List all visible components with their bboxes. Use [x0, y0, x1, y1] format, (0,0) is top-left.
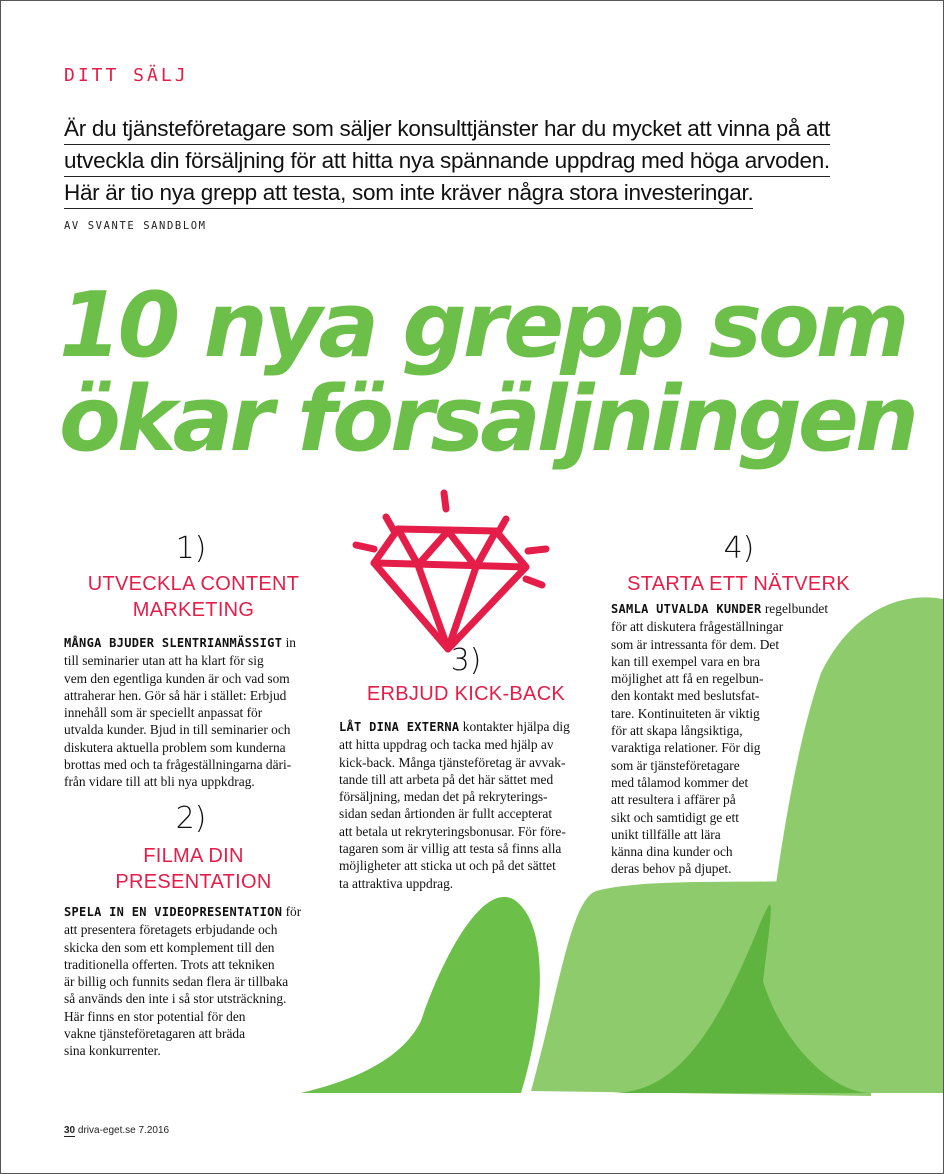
item-3-heading-line-1: ERBJUD KICK-BACK: [366, 683, 566, 705]
headline-line-2: ökar försäljningen: [59, 367, 916, 472]
item-2-body: SPELA IN EN VIDEOPRESENTATION för att presentera företagets erbjudande och skicka den som ett komplement till den traditionella offerten. Trots att tekniken är billig och funnits sedan flera är tillbaka så används den inte i så stor utsträckning. Här finns en stor potential för den vakne tjänsteföretagaren att bräda sina konkurrenter.: [64, 904, 302, 1059]
footer-site-issue: driva-eget.se 7.2016: [75, 1125, 170, 1136]
intro-line-2: utveckla din försäljning för att hitta nya spännande uppdrag med höga arvoden.: [64, 145, 830, 177]
item-3-heading: [336, 681, 596, 707]
item-4-heading: [611, 571, 866, 597]
item-2-number: 2): [175, 801, 207, 836]
item-1-heading-line-2: MARKETING: [132, 599, 255, 621]
headline-line-1: 10 nya grepp som: [59, 273, 906, 378]
section-label: DITT SÄLJ: [64, 65, 189, 86]
intro-line-1: Är du tjänsteföretagare som säljer konsulttjänster har du mycket att vinna på att: [64, 113, 830, 145]
item-3-lead: LÅT DINA EXTERNA: [339, 720, 460, 734]
item-4-heading-line-1: STARTA ETT NÄTVERK: [627, 573, 850, 595]
intro-paragraph: [64, 113, 864, 209]
item-2-heading: [61, 843, 326, 895]
page-footer: [64, 1125, 169, 1136]
page-number: 30: [64, 1125, 76, 1136]
item-1-heading: [61, 571, 326, 623]
item-4-number: 4): [723, 531, 755, 566]
intro-line-3: Här är tio nya grepp att testa, som inte kräver några stora investeringar.: [64, 177, 753, 209]
headline: [59, 273, 916, 472]
item-1-lead: MÅNGA BJUDER SLENTRIANMÄSSIGT: [64, 636, 283, 650]
item-1-number: 1): [175, 531, 207, 566]
item-2-heading-line-1: FILMA DIN: [143, 845, 244, 867]
item-1-body: MÅNGA BJUDER SLENTRIANMÄSSIGT in till seminarier utan att ha klart för sig vem den egentliga kunden är och vad som attraherar hen. Gör så här i stället: Erbjud innehåll som är speciellt anpassat för utvalda kunder. Bjud in till seminarier och diskutera aktuella problem som kunderna brottas med och ta frågeställningarna däri- från vidare till att bli nya uppkdrag.: [64, 635, 296, 790]
item-2-lead: SPELA IN EN VIDEOPRESENTATION: [64, 905, 283, 919]
item-4-lead: SAMLA UTVALDA KUNDER: [611, 602, 762, 616]
item-1-heading-line-1: UTVECKLA CONTENT: [87, 573, 300, 595]
item-4-body: SAMLA UTVALDA KUNDER regelbundet för att diskutera frågeställningar som är intressanta för dem. Det kan till exempel vara en bra möjlighet att få en regelbun- den kontakt med beslutsfat- tare. Kontinuiteten är viktig för att skapa långsiktiga, varaktiga relationer. För dig som är tjänsteföretagare med tålamod kommer det att resultera i affärer på sikt och samtidigt ge ett unikt tillfälle att lära känna dina kunder och deras behov på djupet.: [611, 601, 829, 877]
item-3-body: LÅT DINA EXTERNA kontakter hjälpa dig att hitta uppdrag och tacka med hjälp av kick-back. Många tjänsteföretag är avvak- tande till att arbeta på det här sättet med försäljning, medan det på rekryterings- sidan sedan årtionden är fullt accepterat att betala ut rekryteringsbonusar. För före- tagaren som är villig att testa så finns alla möjligheter att sticka ut och på det sättet ta attraktiva uppdrag.: [339, 719, 570, 891]
byline: AV SVANTE SANDBLOM: [64, 220, 207, 232]
item-2-heading-line-2: PRESENTATION: [115, 871, 272, 893]
item-3-number: 3): [450, 643, 482, 678]
diamond-icon: [346, 489, 556, 654]
